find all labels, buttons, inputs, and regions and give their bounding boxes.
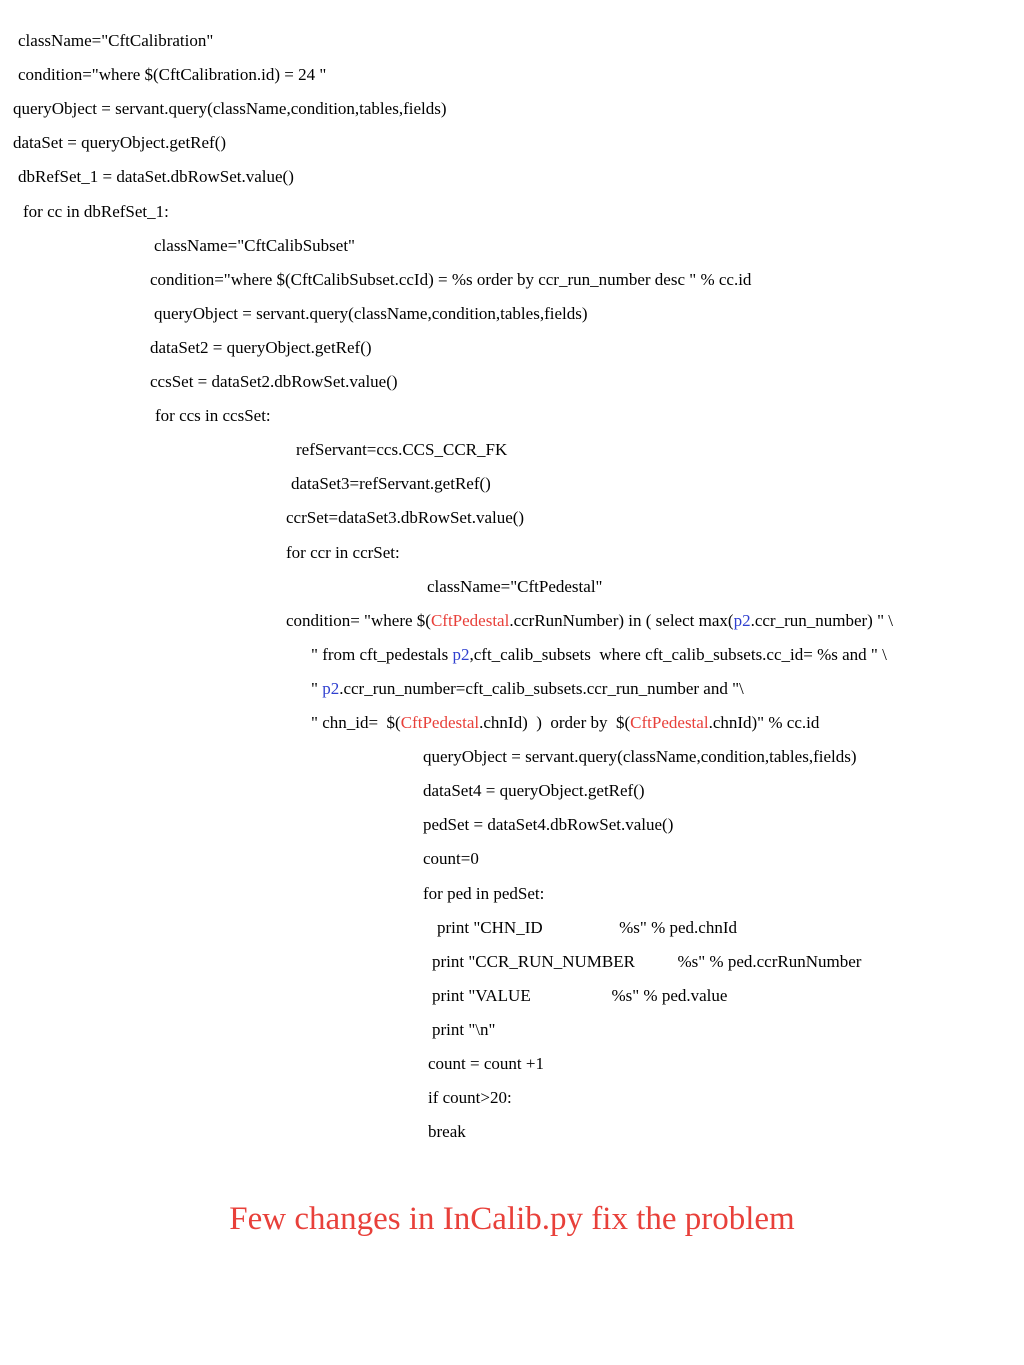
code-text: " from cft_pedestals bbox=[311, 645, 453, 664]
code-line bbox=[311, 713, 819, 733]
code-text: break bbox=[428, 1122, 466, 1141]
code-text: count = count +1 bbox=[428, 1054, 544, 1073]
code-line bbox=[18, 65, 326, 85]
code-text: queryObject = servant.query(className,condition,tables,fields) bbox=[423, 747, 857, 766]
code-text: .chnId) ) order by $( bbox=[479, 713, 631, 732]
code-line bbox=[286, 543, 400, 563]
code-line bbox=[291, 474, 491, 494]
code-text: refServant=ccs.CCS_CCR_FK bbox=[296, 440, 508, 459]
code-line bbox=[428, 1122, 466, 1142]
code-text: className="CftCalibSubset" bbox=[154, 236, 355, 255]
code-line bbox=[286, 508, 524, 528]
code-text: for ped in pedSet: bbox=[423, 884, 545, 903]
code-text: dataSet2 = queryObject.getRef() bbox=[150, 338, 372, 357]
code-line bbox=[432, 952, 861, 972]
code-text: ccrSet=dataSet3.dbRowSet.value() bbox=[286, 508, 525, 527]
highlighted-token: p2 bbox=[733, 611, 751, 630]
code-text: .chnId)" % cc.id bbox=[708, 713, 820, 732]
code-text: dbRefSet_1 = dataSet.dbRowSet.value() bbox=[18, 167, 294, 186]
code-line bbox=[150, 372, 398, 392]
code-line bbox=[432, 986, 727, 1006]
code-text: queryObject = servant.query(className,condition,tables,fields) bbox=[13, 99, 447, 118]
highlighted-token: CftPedestal bbox=[400, 713, 480, 732]
code-text: for ccs in ccsSet: bbox=[155, 406, 271, 425]
code-line bbox=[423, 781, 645, 801]
code-text: dataSet4 = queryObject.getRef() bbox=[423, 781, 645, 800]
code-line bbox=[311, 679, 744, 699]
caption: Few changes in InCalib.py fix the problem bbox=[229, 1201, 795, 1237]
code-line bbox=[150, 270, 751, 290]
code-text: count=0 bbox=[423, 849, 479, 868]
code-line bbox=[154, 236, 355, 256]
code-text: condition= "where $( bbox=[286, 611, 431, 630]
code-text: queryObject = servant.query(className,condition,tables,fields) bbox=[154, 304, 588, 323]
code-line bbox=[311, 645, 887, 665]
code-line bbox=[150, 338, 372, 358]
code-line bbox=[155, 406, 271, 426]
highlighted-token: p2 bbox=[452, 645, 470, 664]
highlighted-token: p2 bbox=[322, 679, 340, 698]
code-line bbox=[427, 577, 602, 597]
code-line bbox=[423, 747, 857, 767]
code-line bbox=[423, 849, 479, 869]
code-line bbox=[286, 611, 893, 631]
code-text: .ccr_run_number) " \ bbox=[750, 611, 893, 630]
code-line bbox=[18, 167, 294, 187]
code-text: print "VALUE %s" % ped.value bbox=[432, 986, 728, 1005]
code-text: print "CHN_ID %s" % ped.chnId bbox=[437, 918, 738, 937]
code-line bbox=[423, 884, 544, 904]
code-line bbox=[154, 304, 588, 324]
code-text: className="CftPedestal" bbox=[427, 577, 603, 596]
code-text: " chn_id= $( bbox=[311, 713, 401, 732]
code-line bbox=[296, 440, 507, 460]
code-text: .ccr_run_number=cft_calib_subsets.ccr_run_number and "\ bbox=[339, 679, 744, 698]
code-text: ,cft_calib_subsets where cft_calib_subsets.cc_id= %s and " \ bbox=[469, 645, 887, 664]
code-line bbox=[423, 815, 673, 835]
code-text: for ccr in ccrSet: bbox=[286, 543, 400, 562]
code-line bbox=[23, 202, 169, 222]
code-line bbox=[432, 1020, 495, 1040]
code-text: pedSet = dataSet4.dbRowSet.value() bbox=[423, 815, 674, 834]
code-text: dataSet = queryObject.getRef() bbox=[13, 133, 227, 152]
highlighted-token: CftPedestal bbox=[630, 713, 709, 732]
code-text: dataSet3=refServant.getRef() bbox=[291, 474, 491, 493]
code-text: .ccrRunNumber) in ( select max( bbox=[509, 611, 734, 630]
code-line bbox=[428, 1054, 544, 1074]
code-text: className="CftCalibration" bbox=[18, 31, 214, 50]
highlighted-token: CftPedestal bbox=[430, 611, 510, 630]
code-line bbox=[13, 133, 226, 153]
code-text: print "CCR_RUN_NUMBER %s" % ped.ccrRunNumber bbox=[432, 952, 862, 971]
code-text: " bbox=[311, 679, 323, 698]
code-text: condition="where $(CftCalibration.id) = 24 " bbox=[18, 65, 327, 84]
code-text: for cc in dbRefSet_1: bbox=[23, 202, 169, 221]
code-line bbox=[437, 918, 737, 938]
code-line bbox=[13, 99, 447, 119]
code-line bbox=[18, 31, 213, 51]
code-text: condition="where $(CftCalibSubset.ccId) = %s order by ccr_run_number desc " % cc.id bbox=[150, 270, 752, 289]
code-line bbox=[428, 1088, 512, 1108]
code-text: ccsSet = dataSet2.dbRowSet.value() bbox=[150, 372, 398, 391]
code-text: print "\n" bbox=[432, 1020, 496, 1039]
code-text: if count>20: bbox=[428, 1088, 512, 1107]
